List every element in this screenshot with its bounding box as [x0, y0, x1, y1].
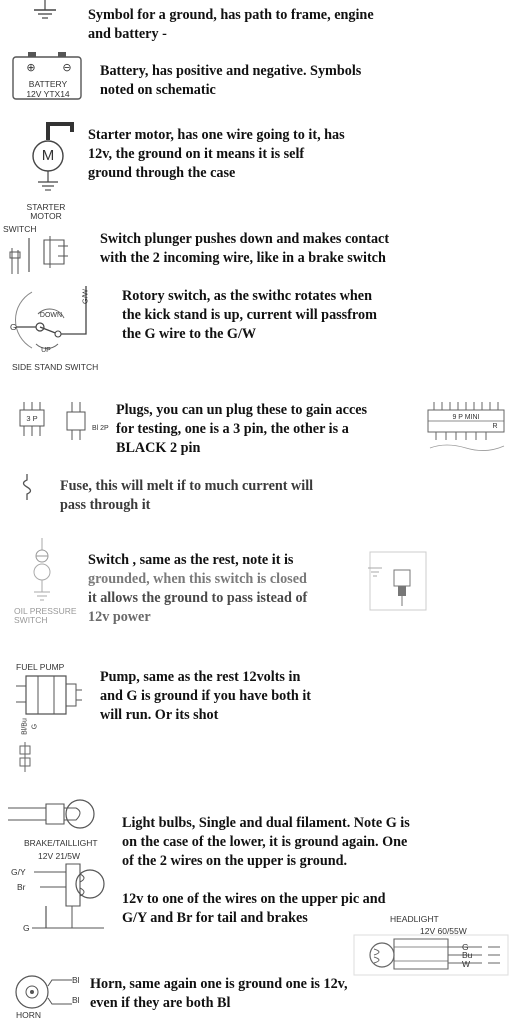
ground-description: Symbol for a ground, has path to frame, engine and battery -	[88, 7, 374, 42]
oil-switch-ground-diagram-icon	[360, 550, 430, 616]
brake-taillight-rating-label: 12V 21/5W	[38, 851, 81, 861]
side-stand-up-label: UP	[41, 347, 51, 354]
plunger-switch-icon	[4, 234, 78, 276]
fuel-pump-description: Pump, same as the rest 12volts in and G is ground if you have both it will run. Or its shot	[100, 669, 312, 723]
oil-switch-description-line-1: Switch , same as the rest, note it is	[88, 552, 294, 568]
oil-pressure-switch-label: OIL PRESSURE SWITCH	[14, 606, 77, 625]
side-stand-down-label: DOWN	[39, 312, 63, 319]
oil-switch-description-line-2: grounded, when this switch is closed	[88, 571, 307, 587]
two-pin-plug-icon	[64, 402, 90, 442]
two-pin-label: Bl 2P	[92, 425, 109, 432]
light-bulbs-description-2: 12v to one of the wires on the upper pic and G/Y and Br for tail and brakes	[122, 891, 386, 926]
nine-pin-mini-label: 9 P MINI	[452, 414, 480, 421]
dual-filament-tail-bulb-icon	[8, 860, 104, 938]
battery-label: BATTERY	[28, 79, 68, 89]
side-stand-gw-label: G/W	[80, 289, 90, 304]
single-filament-bulb-icon	[6, 798, 102, 834]
plugs-description: Plugs, you can un plug these to gain acces for testing, one is a 3 pin, the other is a BLACK 2 pin	[116, 402, 368, 456]
fuse-icon	[20, 474, 34, 500]
bulb-gy-label: G/Y	[11, 867, 26, 877]
battery-rating-label: 12V YTX14	[26, 89, 70, 99]
oil-pressure-switch-icon	[22, 538, 62, 606]
switch-label: SWITCH	[3, 224, 37, 234]
three-pin-label: 3 P	[26, 414, 38, 423]
rotary-switch-icon	[6, 282, 110, 360]
headlight-g-label: G	[462, 942, 469, 952]
nine-pin-r-label: R	[492, 423, 498, 430]
headlight-w-label: W	[462, 959, 471, 969]
horn-description: Horn, same again one is ground one is 12v, even if they are both Bl	[90, 976, 348, 1011]
motor-m-label: M	[41, 147, 55, 164]
fuse-description: Fuse, this will melt if to much current will pass through it	[60, 478, 314, 513]
battery-description: Battery, has positive and negative. Symbols noted on schematic	[100, 63, 362, 98]
switch-description: Switch plunger pushes down and makes contact with the 2 incoming wire, like in a brake switch	[100, 231, 390, 266]
brake-taillight-label: BRAKE/TAILLIGHT	[24, 838, 98, 848]
fuel-pump-label: FUEL PUMP	[16, 662, 65, 672]
ground-symbol-icon	[30, 0, 60, 22]
horn-label: HORN	[16, 1010, 42, 1020]
fuel-pump-g-label: G	[31, 723, 39, 730]
bulb-br-label: Br	[17, 882, 26, 892]
headlight-bulb-icon	[352, 934, 510, 976]
starter-motor-label: STARTER MOTOR	[26, 202, 66, 221]
side-stand-description: Rotory switch, as the swithc rotates when the kick stand is up, current will passfrom the G wire to the G/W	[122, 288, 377, 342]
fuel-pump-blbu-label: Bl/Bu	[21, 718, 29, 735]
battery-minus-sign: ⊖	[62, 62, 72, 74]
light-bulbs-description: Light bulbs, Single and dual filament. Note G is on the case of the lower, it is ground again. One of the 2 wires on the upper is ground.	[122, 815, 410, 869]
horn-bl-label-2: Bl	[72, 995, 80, 1005]
oil-switch-description-line-4: 12v power	[88, 609, 151, 625]
headlight-bu-label: Bu	[462, 950, 473, 960]
bulb-g-label: G	[23, 923, 30, 933]
battery-plus-sign: ⊕	[26, 62, 36, 74]
headlight-label: HEADLIGHT	[390, 914, 439, 924]
headlight-rating-label: 12V 60/55W	[420, 926, 467, 936]
side-stand-g-label: G	[10, 322, 17, 332]
side-stand-switch-label: SIDE STAND SWITCH	[12, 362, 99, 372]
starter-motor-description: Starter motor, has one wire going to it, has 12v, the ground on it means it is self ground through the case	[88, 127, 345, 181]
oil-switch-description-line-3: it allows the ground to pass istead of	[88, 590, 308, 606]
horn-icon	[12, 972, 72, 1012]
horn-bl-label-1: Bl	[72, 975, 80, 985]
